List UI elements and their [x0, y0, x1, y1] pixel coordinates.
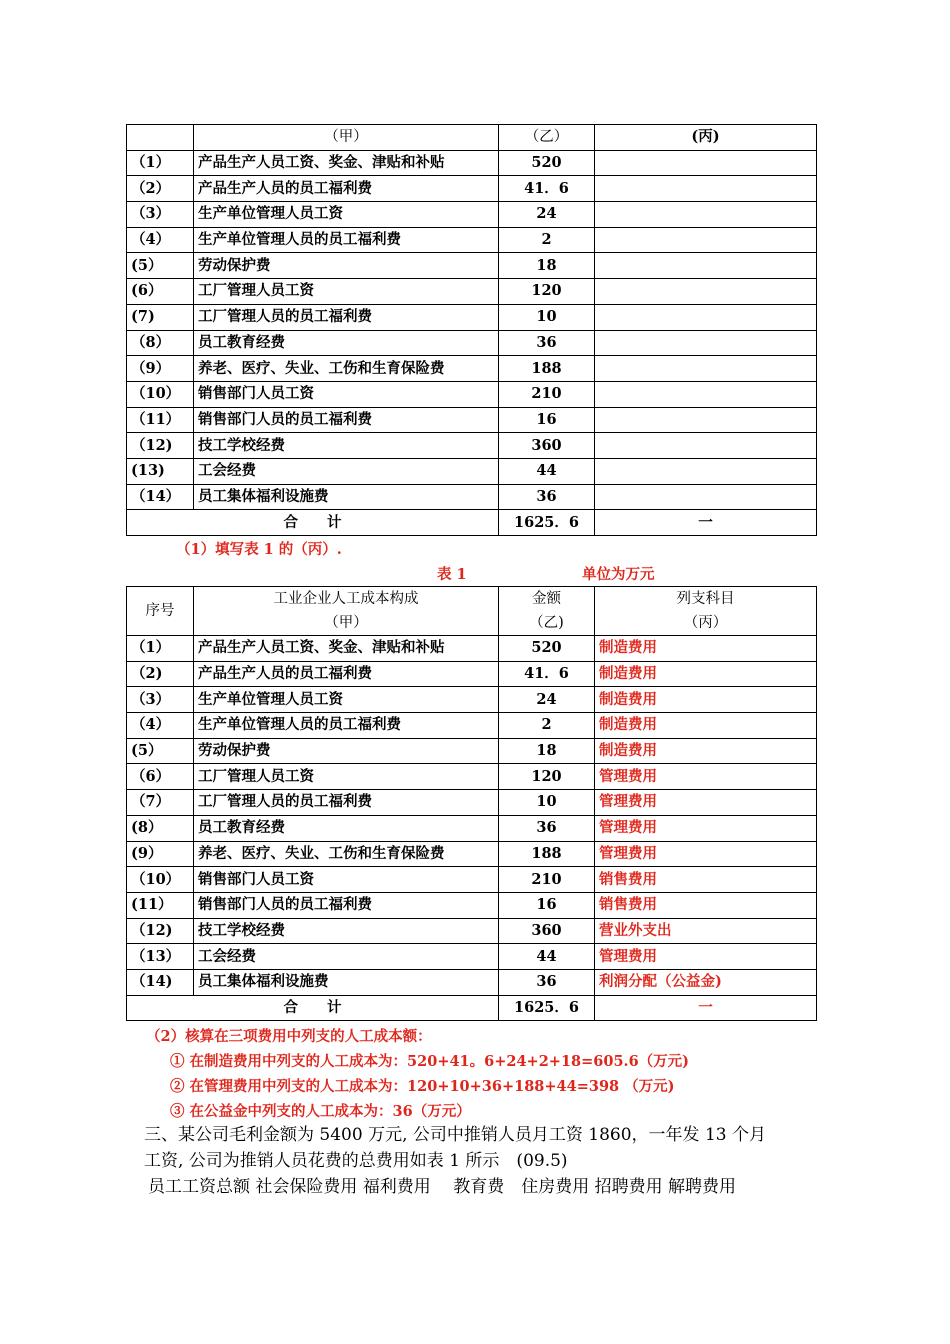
row-subject: 营业外支出: [595, 918, 817, 944]
table-row: [127, 918, 817, 944]
header-subject-line2: （丙）: [683, 615, 728, 631]
row-amount: 44: [499, 458, 595, 484]
row-amount: 10: [499, 304, 595, 330]
table-row: [127, 738, 817, 764]
header-composition: [194, 587, 499, 636]
header-jia: （甲）: [194, 125, 499, 151]
row-amount: 10: [499, 790, 595, 816]
row-amount: 188: [499, 841, 595, 867]
row-description: 员工教育经费: [194, 330, 499, 356]
table-row: [127, 815, 817, 841]
row-description: 销售部门人员的员工福利费: [194, 892, 499, 918]
table-header-row: [127, 587, 817, 636]
row-description: 劳动保护费: [194, 253, 499, 279]
row-amount: 520: [499, 636, 595, 662]
row-subject: [595, 150, 817, 176]
row-index: (8）: [127, 815, 194, 841]
table-row: [127, 279, 817, 305]
row-description: 生产单位管理人员工资: [194, 687, 499, 713]
header-composition-line2: （甲）: [324, 615, 368, 631]
table-row: [127, 713, 817, 739]
row-amount: 16: [499, 407, 595, 433]
row-amount: 36: [499, 484, 595, 510]
row-amount: 120: [499, 764, 595, 790]
table-row: [127, 484, 817, 510]
table-row: [127, 381, 817, 407]
table-row: [127, 764, 817, 790]
row-subject: 管理费用: [595, 790, 817, 816]
row-index: （14）: [127, 484, 194, 510]
row-amount: 16: [499, 892, 595, 918]
question-2: （2）核算在三项费用中列支的人工成本额：: [146, 1028, 432, 1045]
row-description: 工会经费: [194, 944, 499, 970]
row-description: 技工学校经费: [194, 918, 499, 944]
row-index: （9）: [127, 356, 194, 382]
row-description: 劳动保护费: [194, 738, 499, 764]
header-amount-line1: 金额: [532, 591, 561, 607]
table-row: [127, 892, 817, 918]
table-row: [127, 867, 817, 893]
row-subject: [595, 227, 817, 253]
row-subject: [595, 484, 817, 510]
row-amount: 18: [499, 738, 595, 764]
row-description: 生产单位管理人员的员工福利费: [194, 227, 499, 253]
header-composition-line1: 工业企业人工成本构成: [273, 591, 419, 607]
row-amount: 44: [499, 944, 595, 970]
row-index: （4）: [127, 713, 194, 739]
answer-3: ③ 在公益金中列支的人工成本为：36（万元）: [170, 1103, 471, 1120]
answer-2: ② 在管理费用中列支的人工成本为：120+10+36+188+44=398 （万元): [170, 1078, 675, 1095]
table-row: [127, 304, 817, 330]
table-total-row: [127, 510, 817, 536]
row-description: 销售部门人员的员工福利费: [194, 407, 499, 433]
question-1: （1）填写表 1 的（丙）.: [176, 541, 342, 558]
row-subject: 管理费用: [595, 944, 817, 970]
row-amount: 520: [499, 150, 595, 176]
total-label: 合 计: [127, 510, 499, 536]
row-subject: 制造费用: [595, 713, 817, 739]
table-row: [127, 356, 817, 382]
row-description: 技工学校经费: [194, 433, 499, 459]
row-index: （8）: [127, 330, 194, 356]
row-index: （12): [127, 433, 194, 459]
row-index: （2): [127, 661, 194, 687]
row-description: 产品生产人员工资、奖金、津贴和补贴: [194, 150, 499, 176]
row-description: 工厂管理人员工资: [194, 764, 499, 790]
total-amount: 1625．6: [499, 510, 595, 536]
row-description: 产品生产人员工资、奖金、津贴和补贴: [194, 636, 499, 662]
row-subject: [595, 381, 817, 407]
row-subject: [595, 330, 817, 356]
row-description: 销售部门人员工资: [194, 381, 499, 407]
row-index: (5）: [127, 738, 194, 764]
row-description: 工厂管理人员的员工福利费: [194, 304, 499, 330]
row-index: （1）: [127, 636, 194, 662]
row-amount: 24: [499, 202, 595, 228]
table-header-row: [127, 125, 817, 151]
row-index: (11）: [127, 892, 194, 918]
row-description: 养老、医疗、失业、工伤和生育保险费: [194, 356, 499, 382]
section-3-line-3: 员工工资总额 社会保险费用 福利费用 教育费 住房费用 招聘费用 解聘费用: [148, 1177, 737, 1197]
row-amount: 210: [499, 867, 595, 893]
row-description: 产品生产人员的员工福利费: [194, 176, 499, 202]
row-description: 生产单位管理人员的员工福利费: [194, 713, 499, 739]
row-amount: 360: [499, 433, 595, 459]
row-index: （11）: [127, 407, 194, 433]
table-1-answered: [126, 586, 817, 1021]
row-subject: 销售费用: [595, 892, 817, 918]
row-description: 养老、医疗、失业、工伤和生育保险费: [194, 841, 499, 867]
row-subject: [595, 304, 817, 330]
row-index: (13): [127, 458, 194, 484]
table-row: [127, 944, 817, 970]
row-index: （3）: [127, 202, 194, 228]
total-label: 合 计: [127, 995, 499, 1021]
header-index: [127, 125, 194, 151]
section-3-line-1: 三、某公司毛利金额为 5400 万元, 公司中推销人员月工资 1860，一年发 13 个月: [144, 1125, 766, 1145]
answer-1: ① 在制造费用中列支的人工成本为：520+41。6+24+2+18=605.6（万元): [170, 1053, 690, 1070]
table-row: [127, 969, 817, 995]
row-index: （4）: [127, 227, 194, 253]
row-amount: 36: [499, 815, 595, 841]
table-row: [127, 202, 817, 228]
row-description: 员工集体福利设施费: [194, 969, 499, 995]
row-subject: 管理费用: [595, 841, 817, 867]
header-yi: （乙）: [499, 125, 595, 151]
row-index: （7）: [127, 790, 194, 816]
row-subject: 管理费用: [595, 764, 817, 790]
table-caption-unit: 单位为万元: [582, 566, 655, 583]
row-index: （10）: [127, 381, 194, 407]
row-index: （6）: [127, 764, 194, 790]
row-subject: 制造费用: [595, 661, 817, 687]
total-subject: 一: [595, 995, 817, 1021]
row-index: （3）: [127, 687, 194, 713]
row-index: （12): [127, 918, 194, 944]
row-amount: 18: [499, 253, 595, 279]
row-index: （13）: [127, 944, 194, 970]
table-row: [127, 407, 817, 433]
table-row: [127, 227, 817, 253]
row-subject: [595, 202, 817, 228]
table-row: [127, 790, 817, 816]
row-subject: [595, 433, 817, 459]
row-index: （10）: [127, 867, 194, 893]
row-subject: 管理费用: [595, 815, 817, 841]
header-subject-line1: 列支科目: [676, 591, 735, 607]
row-subject: [595, 176, 817, 202]
row-subject: [595, 279, 817, 305]
table-total-row: [127, 995, 817, 1021]
row-subject: [595, 253, 817, 279]
table-row: [127, 330, 817, 356]
row-description: 员工集体福利设施费: [194, 484, 499, 510]
row-subject: 制造费用: [595, 687, 817, 713]
row-description: 销售部门人员工资: [194, 867, 499, 893]
total-amount: 1625．6: [499, 995, 595, 1021]
row-amount: 36: [499, 330, 595, 356]
row-subject: [595, 356, 817, 382]
row-index: (6）: [127, 279, 194, 305]
row-subject: 利润分配（公益金): [595, 969, 817, 995]
row-description: 工厂管理人员的员工福利费: [194, 790, 499, 816]
row-amount: 41．6: [499, 661, 595, 687]
total-subject: 一: [595, 510, 817, 536]
row-description: 员工教育经费: [194, 815, 499, 841]
row-amount: 36: [499, 969, 595, 995]
row-amount: 120: [499, 279, 595, 305]
table-row: [127, 661, 817, 687]
header-serial: 序号: [127, 587, 194, 636]
table-row: [127, 687, 817, 713]
row-index: （14): [127, 969, 194, 995]
table-row: [127, 253, 817, 279]
table-row: [127, 433, 817, 459]
row-subject: [595, 458, 817, 484]
table-row: [127, 636, 817, 662]
table-row: [127, 841, 817, 867]
header-subject: [595, 587, 817, 636]
row-subject: 制造费用: [595, 636, 817, 662]
row-amount: 210: [499, 381, 595, 407]
row-description: 工厂管理人员工资: [194, 279, 499, 305]
row-amount: 24: [499, 687, 595, 713]
table-1-blank: [126, 124, 817, 536]
header-amount: [499, 587, 595, 636]
row-amount: 2: [499, 227, 595, 253]
row-amount: 188: [499, 356, 595, 382]
table-row: [127, 458, 817, 484]
row-index: （2）: [127, 176, 194, 202]
table-caption-title: 表 1: [437, 566, 467, 583]
table-row: [127, 150, 817, 176]
row-subject: 制造费用: [595, 738, 817, 764]
row-amount: 2: [499, 713, 595, 739]
row-description: 工会经费: [194, 458, 499, 484]
table-row: [127, 176, 817, 202]
row-subject: 销售费用: [595, 867, 817, 893]
row-subject: [595, 407, 817, 433]
row-index: (9）: [127, 841, 194, 867]
row-amount: 360: [499, 918, 595, 944]
row-description: 生产单位管理人员工资: [194, 202, 499, 228]
header-amount-line2: （乙): [529, 615, 564, 631]
row-description: 产品生产人员的员工福利费: [194, 661, 499, 687]
row-index: (5）: [127, 253, 194, 279]
row-amount: 41．6: [499, 176, 595, 202]
row-index: （1）: [127, 150, 194, 176]
row-index: (7): [127, 304, 194, 330]
section-3-line-2: 工资, 公司为推销人员花费的总费用如表 1 所示 (09.5): [144, 1151, 568, 1171]
header-bing: (丙): [595, 125, 817, 151]
